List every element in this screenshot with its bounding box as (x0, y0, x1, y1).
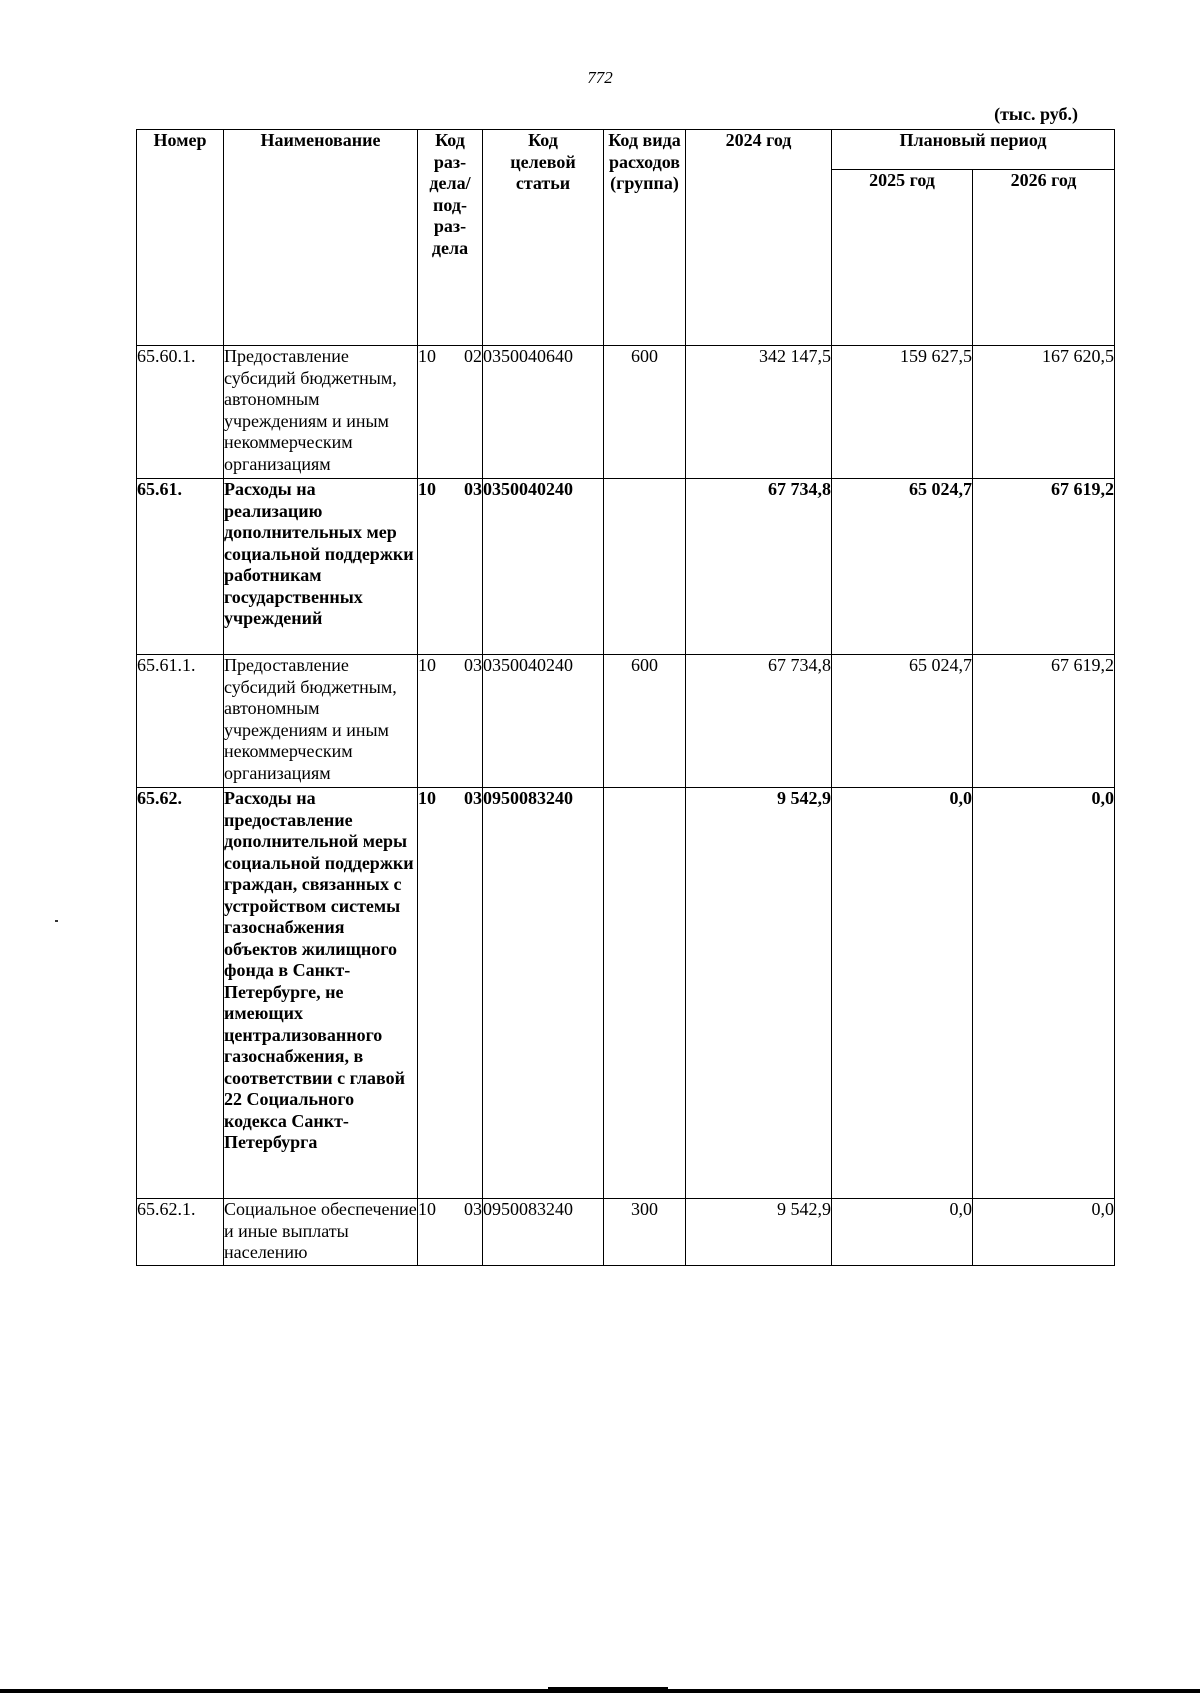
row-name: Предоставление субсидий бюджетным, автономным учреждениям и иным некоммерческим организациям (224, 346, 418, 479)
page-number: 772 (587, 68, 613, 87)
row-amount-2024: 9 542,9 (686, 788, 832, 1199)
row-amount-2024: 67 734,8 (686, 479, 832, 655)
header-target-code-line: целевой (510, 151, 576, 172)
row-section: 10 (418, 479, 436, 499)
row-amount-2025: 0,0 (832, 788, 973, 1199)
row-amount-2024: 342 147,5 (686, 346, 832, 479)
table-row (137, 479, 1115, 655)
header-number: Номер (137, 130, 224, 346)
row-section-code (418, 655, 483, 788)
row-subsection: 03 (464, 479, 482, 499)
scan-speck (55, 920, 58, 922)
row-section: 10 (418, 346, 436, 366)
row-subsection: 03 (464, 655, 482, 675)
header-target-code-line: Код (528, 130, 558, 150)
row-section: 10 (418, 1199, 436, 1219)
row-section: 10 (418, 655, 436, 675)
row-amount-2025: 159 627,5 (832, 346, 973, 479)
header-planned-period: Плановый период (832, 130, 1115, 170)
row-subsection: 03 (464, 788, 482, 808)
header-row-1 (137, 130, 1115, 170)
row-target-code: 0350040640 (483, 346, 604, 479)
header-expense-type-line: расходов (609, 151, 680, 172)
row-amount-2025: 0,0 (832, 1199, 973, 1266)
table-row (137, 1199, 1115, 1266)
header-target-code (483, 130, 604, 346)
header-year-2025: 2025 год (832, 170, 973, 346)
row-section-code (418, 1199, 483, 1266)
header-section-code-line: раз- (433, 216, 467, 236)
row-name: Предоставление субсидий бюджетным, автономным учреждениям и иным некоммерческим организациям (224, 655, 418, 788)
row-amount-2024: 67 734,8 (686, 655, 832, 788)
row-section-code (418, 788, 483, 1199)
row-number: 65.61.1. (137, 655, 224, 788)
row-amount-2026: 167 620,5 (973, 346, 1115, 479)
header-expense-type (604, 130, 686, 346)
row-number: 65.62.1. (137, 1199, 224, 1266)
row-amount-2024: 9 542,9 (686, 1199, 832, 1266)
row-amount-2025: 65 024,7 (832, 655, 973, 788)
row-expense-group (604, 788, 686, 1199)
header-target-code-line: статьи (515, 173, 571, 193)
table-row (137, 655, 1115, 788)
row-section: 10 (418, 788, 436, 808)
row-number: 65.62. (137, 788, 224, 1199)
budget-table (136, 129, 1115, 1266)
row-number: 65.60.1. (137, 346, 224, 479)
row-section-code (418, 346, 483, 479)
row-amount-2026: 67 619,2 (973, 655, 1115, 788)
header-expense-type-line: (группа) (610, 173, 679, 193)
header-year-2026: 2026 год (973, 170, 1115, 346)
row-expense-group: 600 (604, 655, 686, 788)
table-row (137, 788, 1115, 1199)
header-section-code-line: Код (435, 130, 465, 150)
row-amount-2026: 0,0 (973, 1199, 1115, 1266)
row-section-code (418, 479, 483, 655)
units-label: (тыс. руб.) (994, 104, 1078, 124)
row-name: Расходы на реализацию дополнительных мер социальной поддержки работникам государственных учреждений (224, 479, 418, 655)
row-amount-2026: 0,0 (973, 788, 1115, 1199)
header-section-code-line: под- (433, 194, 467, 215)
row-expense-group (604, 479, 686, 655)
header-section-code (418, 130, 483, 346)
header-year-2024: 2024 год (686, 130, 832, 346)
row-name: Социальное обеспечение и иные выплаты населению (224, 1199, 418, 1266)
row-target-code: 0350040240 (483, 479, 604, 655)
header-name: Наименование (224, 130, 418, 346)
row-subsection: 03 (464, 1199, 482, 1219)
header-section-code-line: дела (431, 237, 469, 258)
scan-bottom-edge (0, 1689, 1200, 1693)
header-section-code-line: раз- (433, 151, 467, 172)
row-name: Расходы на предоставление дополнительной меры социальной поддержки граждан, связанных с устройством системы газоснабжения объектов жилищного фонда в Санкт-Петербурге, не имеющих централизованного газоснабжения, в соответствии с главой 22 Социального кодекса Санкт-Петербурга (224, 788, 418, 1199)
row-target-code: 0350040240 (483, 655, 604, 788)
row-amount-2026: 67 619,2 (973, 479, 1115, 655)
header-section-code-line: дела/ (429, 173, 471, 193)
row-expense-group: 300 (604, 1199, 686, 1266)
row-expense-group: 600 (604, 346, 686, 479)
row-amount-2025: 65 024,7 (832, 479, 973, 655)
row-target-code: 0950083240 (483, 1199, 604, 1266)
header-expense-type-line: Код вида (608, 130, 681, 150)
row-number: 65.61. (137, 479, 224, 655)
row-target-code: 0950083240 (483, 788, 604, 1199)
table-row (137, 346, 1115, 479)
row-subsection: 02 (464, 346, 482, 366)
